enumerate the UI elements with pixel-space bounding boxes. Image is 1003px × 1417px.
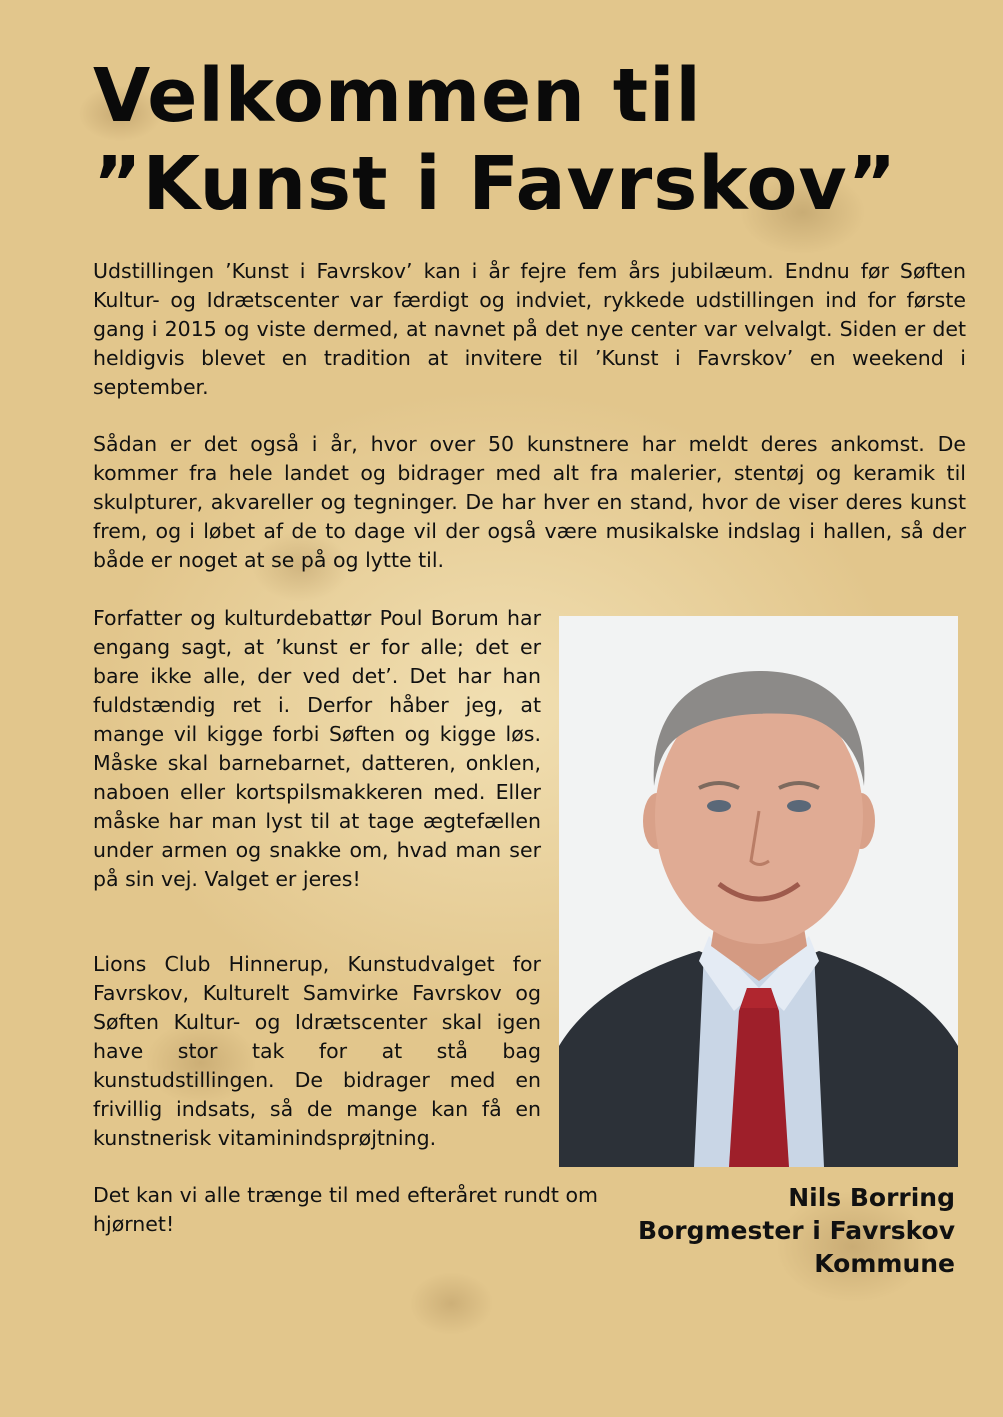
paragraph-quote: Forfatter og kulturdebattør Poul Borum har engang sagt, at ’kunst er for alle; det er bare ikke alle, der ved det’. Det har han fuldstændig ret i. Derfor håber jeg, at mange vil kigge forbi Søften og kigge løs. Måske skal barnebarnet, datteren, onklen, naboen eller kortspilsmakkeren med. Eller måske har man lyst til at tage ægtefællen under armen og snakke om, hvad man ser på sin vej. Valget er jeres! xyxy=(93,606,541,891)
paragraph-intro: Udstillingen ’Kunst i Favrskov’ kan i år fejre fem års jubilæum. Endnu før Søften Kultur- og Idrætscenter var færdigt og indviet, rykkede udstillingen ind for første gang i 2015 og viste dermed, at navnet på det nye center var velvalgt. Siden er det heldigvis blevet en tradition at invitere til ’Kunst i Favrskov’ en weekend i september. xyxy=(93,259,966,399)
title-line-2: ”Kunst i Favrskov” xyxy=(93,141,898,227)
paragraph-closing: Det kan vi alle trænge til med efteråret rundt om hjørnet! xyxy=(93,1183,598,1236)
paragraph-artists: Sådan er det også i år, hvor over 50 kunstnere har meldt deres ankomst. De kommer fra hele landet og bidrager med alt fra malerier, stentøj og keramik til skulpturer, akvareller og tegninger. De har hver en stand, hvor de viser deres kunst frem, og i løbet af de to dage vil der også være musikalske indslag i hallen, så der både er noget at se på og lytte til. xyxy=(93,432,966,572)
signature-role-line-2: Kommune xyxy=(814,1249,955,1278)
title-line-1: Velkommen til xyxy=(93,53,702,139)
signature-name: Nils Borring xyxy=(788,1183,955,1212)
signature-block xyxy=(638,1181,955,1280)
page-title xyxy=(93,52,973,228)
portrait-photo xyxy=(559,616,958,1167)
portrait-illustration xyxy=(559,616,958,1167)
signature-role-line-1: Borgmester i Favrskov xyxy=(638,1216,955,1245)
paragraph-thanks: Lions Club Hinnerup, Kunstudvalget for Favrskov, Kulturelt Samvirke Favrskov og Søften Kultur- og Idrætscenter skal igen have stor tak for at stå bag kunstudstillingen. De bidrager med en frivillig indsats, så de mange kan få en kunstnerisk vitaminindsprøjtning. xyxy=(93,952,541,1150)
